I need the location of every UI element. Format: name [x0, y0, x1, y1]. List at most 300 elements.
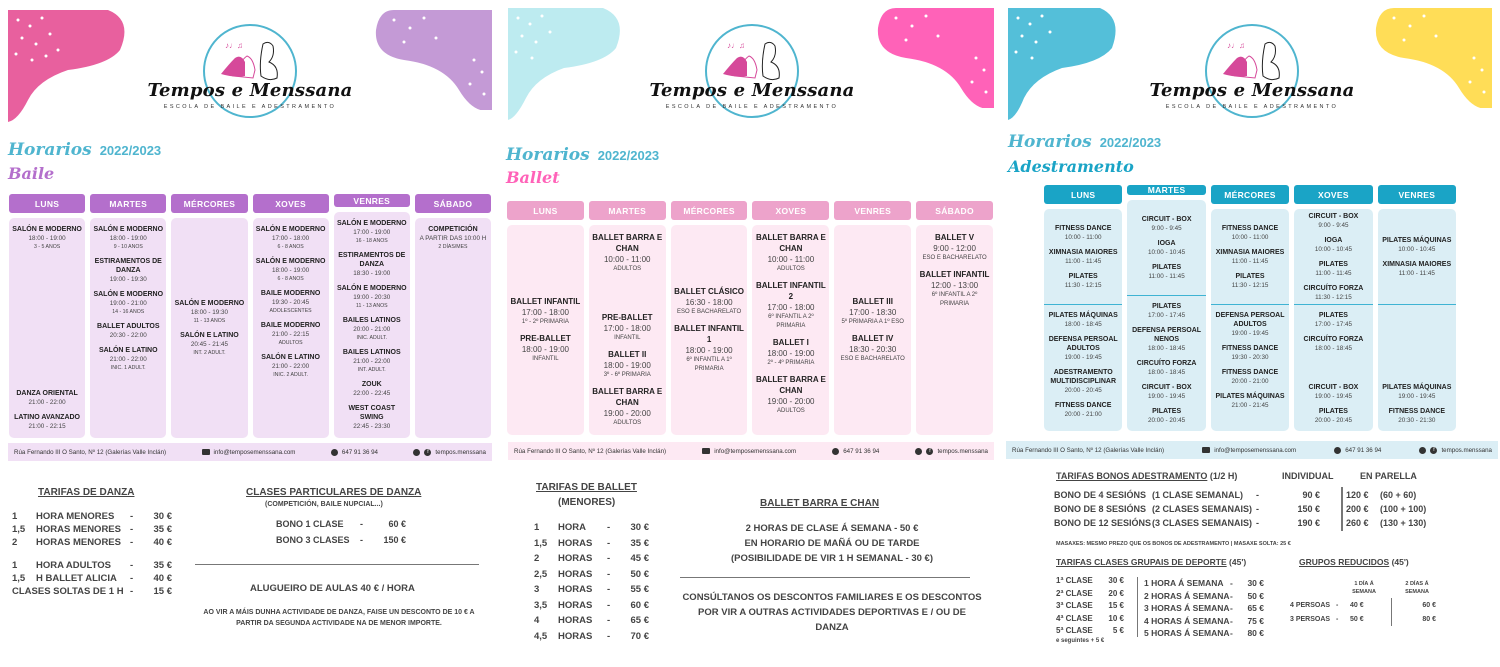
day-header: VENRES: [834, 201, 911, 220]
schedule-subtitle: Baile: [8, 164, 55, 183]
whatsapp-icon: [1334, 447, 1341, 454]
tarifa-label: HORA: [558, 522, 586, 533]
tarifa-row: [534, 582, 649, 598]
class-entry: [1049, 311, 1118, 329]
class-entry: [256, 257, 326, 283]
bono-freq: (3 CLASES SEMANAIS): [1152, 518, 1253, 528]
day-header: MÉRCORES: [171, 194, 247, 213]
bono-par: 200 €: [1346, 504, 1369, 514]
class-time: 10:00 - 11:00: [1064, 233, 1102, 241]
class-time: 18:00 - 18:45: [1314, 345, 1352, 352]
instagram-icon: [915, 448, 922, 455]
tarifa-row: [534, 629, 649, 645]
day-body: [90, 218, 166, 438]
class-entry: [1315, 407, 1352, 425]
class-time: 19:00 - 21:00: [109, 300, 147, 307]
class-audience: INT. 2 ADULT.: [193, 350, 226, 356]
day-column-xoves: [253, 194, 329, 438]
class-name: SALÓN E LATINO: [98, 347, 158, 354]
class-time: 17:00 - 19:00: [353, 229, 391, 236]
whatsapp-icon: [331, 449, 338, 456]
address: Rúa Fernando III O Santo, Nº 12 (Galerías Valle Inclán): [514, 447, 667, 455]
tarifas-danza-list: [12, 510, 172, 598]
barra-line: 2 HORAS DE CLASE Á SEMANA - 50 €: [745, 523, 919, 534]
decor-blob-left: [508, 8, 623, 120]
tarifa-qty: 4: [534, 615, 540, 626]
class-entry: [93, 290, 163, 316]
bono-price: 60 €: [388, 519, 406, 529]
class-name: BALLET CLÁSICO: [674, 287, 744, 296]
day-body: [916, 225, 993, 435]
class-name: SALÓN E LATINO: [261, 354, 320, 361]
class-audience: ADULTOS: [613, 266, 642, 272]
afternoon-section: [1127, 296, 1205, 431]
class-audience: INFANTIL: [614, 335, 641, 341]
class-time: 20:00 - 20:45: [1314, 417, 1352, 424]
day-body: [1127, 200, 1205, 431]
class-audience: 3º - 6º PRIMARIA: [603, 372, 651, 378]
class-time: 19:00 - 19:45: [1231, 330, 1269, 337]
class-time: 17:00 - 18:00: [603, 324, 651, 333]
class-entry: [1049, 248, 1118, 266]
class-entry: [336, 404, 408, 431]
class-name: PILATES: [1068, 272, 1098, 280]
class-name: PILATES MÁQUINAS: [1048, 312, 1118, 319]
dash: -: [607, 553, 611, 564]
afternoon-section: [1294, 305, 1372, 431]
class-time: 19:00 - 19:45: [1064, 354, 1102, 361]
day-column-mércores: [671, 201, 748, 435]
tarifa-qty: 1: [534, 522, 540, 533]
class-time: 18:30 - 20:30: [849, 345, 897, 354]
tarifa-label: H BALLET ALICIA: [36, 573, 117, 584]
class-audience: ESO E BACHARELATO: [922, 255, 987, 261]
clase-price: 20 €: [1108, 588, 1124, 598]
class-name: BALLET BARRA E CHAN: [592, 387, 663, 407]
tarifa-qty: 1,5: [534, 537, 548, 549]
hora-row: [1144, 602, 1264, 615]
dash: -: [130, 586, 134, 597]
col-2-dias: 2 DÍAS Á SEMANA: [1405, 581, 1429, 595]
tarifa-label: HORA MENORES: [36, 511, 115, 522]
class-name: PRE-BALLET: [520, 334, 571, 343]
class-time: 19:00 - 19:45: [1148, 393, 1186, 400]
class-entry: [256, 225, 326, 251]
class-audience: 6 - 8 ANOS: [277, 244, 304, 250]
hora-price: 75 €: [1247, 615, 1264, 626]
class-entry: [1389, 407, 1445, 425]
dash: -: [1256, 518, 1259, 528]
class-name: PILATES: [1318, 260, 1348, 268]
col-individual: INDIVIDUAL: [1282, 471, 1334, 481]
class-name: PILATES: [1152, 408, 1182, 415]
bonos-table: [1054, 488, 1454, 530]
tarifa-row: [534, 613, 649, 629]
class-time: 18:00 - 19:00: [28, 235, 66, 242]
class-name: SALÓN E MODERNO: [255, 258, 326, 265]
class-time: 11:00 - 11:45: [1065, 257, 1102, 265]
class-name: FITNESS DANCE: [1055, 402, 1112, 409]
dash: -: [1230, 615, 1233, 626]
hora-label: 3 HORAS Á SEMANA: [1144, 603, 1230, 613]
clase-row: [1056, 575, 1124, 588]
brand-logo: [632, 24, 872, 124]
day-header: VENRES: [334, 194, 410, 207]
day-column-martes: [90, 194, 166, 438]
class-name: CIRCUIT - BOX: [1308, 212, 1359, 220]
email[interactable]: info@temposemenssana.com: [213, 448, 296, 456]
afternoon-section: [1044, 305, 1122, 431]
class-time: 19:00 - 20:30: [353, 294, 391, 301]
class-name: PILATES MÁQUINAS: [1215, 393, 1285, 400]
contact-footer: [1006, 441, 1498, 459]
particulares-title: CLASES PARTICULARES DE DANZA: [246, 487, 422, 498]
class-name: CIRCUIT - BOX: [1141, 215, 1192, 223]
barra-chan-title: BALLET BARRA E CHAN: [760, 498, 880, 509]
address: Rúa Fernando III O Santo, Nº 12 (Galerías Valle Inclán): [1012, 446, 1165, 454]
ballet-schedule-grid: [507, 201, 993, 435]
brand-name: Tempos e Menssana: [1149, 80, 1355, 101]
reducido-2dias: 80 €: [1422, 616, 1436, 623]
class-name: BALLET INFANTIL 2: [756, 281, 826, 301]
class-audience: 11 - 13 ANOS: [193, 318, 226, 324]
class-time: 18:30 - 19:00: [353, 270, 391, 277]
class-time: 18:00 - 19:00: [767, 349, 815, 358]
adestramento-panel: [1004, 0, 1500, 667]
bono-split: (60 + 60): [1380, 490, 1417, 500]
reducido-row: [1290, 599, 1450, 613]
brand-name: Tempos e Menssana: [649, 80, 855, 101]
class-name: BALLET III: [852, 297, 893, 306]
tarifa-row: [534, 520, 649, 536]
day-column-venres: [834, 201, 911, 435]
phone[interactable]: 647 91 36 94: [1345, 446, 1382, 454]
clase-label: 2ª CLASE: [1056, 588, 1093, 598]
class-name: ESTIRAMENTOS DE DANZA: [338, 252, 406, 268]
class-audience: 9 - 10 ANOS: [113, 244, 143, 250]
class-time: 10:00 - 11:00: [767, 255, 815, 264]
day-body: [171, 218, 247, 438]
bonos-title: TARIFAS BONOS ADESTRAMENTO (1/2 H): [1056, 471, 1238, 481]
baile-schedule-grid: [9, 194, 491, 438]
tarifa-label: CLASES SOLTAS DE 1 H: [12, 586, 124, 597]
class-name: ESTIRAMENTOS DE DANZA: [94, 258, 162, 274]
dash: -: [130, 560, 134, 571]
class-audience: INIC. ADULT.: [356, 335, 387, 341]
bono-row: [1054, 502, 1454, 516]
class-time: 10:00 - 11:00: [603, 255, 651, 264]
class-time: 10:00 - 10:45: [1148, 248, 1186, 256]
bono-row: [1054, 488, 1454, 502]
class-name: SALÓN E MODERNO: [255, 226, 326, 233]
hora-label: 2 HORAS Á SEMANA: [1144, 590, 1230, 601]
class-time: 18:00 - 19:00: [521, 345, 569, 354]
email[interactable]: info@temposemenssana.com: [1214, 446, 1297, 454]
reducidos-title: GRUPOS REDUCIDOS (45'): [1299, 557, 1409, 567]
masaxes-note: MASAXES: MESMO PREZO QUE OS BONOS DE ADESTRAMENTO | MASAXE SOLTA: 25 €: [1056, 541, 1291, 547]
clase-price: 5 €: [1112, 626, 1124, 635]
class-time: 19:30 - 20:30: [1231, 354, 1269, 361]
day-body: [671, 225, 748, 435]
class-name: ZOUK: [361, 381, 382, 388]
bono-ind: 150 €: [1297, 504, 1320, 514]
day-column-martes: [589, 201, 666, 435]
day-body: [1044, 209, 1122, 431]
bono-label: BONO DE 4 SESIÓNS: [1054, 490, 1147, 500]
social-handle[interactable]: tempos.menssana: [937, 447, 988, 455]
class-entry: [1309, 212, 1359, 230]
class-name: DEFENSA PERSOAL NENOS: [1132, 327, 1202, 343]
class-time: 11:00 - 11:45: [1315, 269, 1352, 277]
class-entry: [343, 316, 401, 342]
dash: -: [1256, 490, 1259, 500]
class-name: IOGA: [1324, 236, 1343, 244]
afternoon-section: [1378, 305, 1456, 431]
class-entry: [1222, 368, 1278, 386]
class-entry: [1304, 335, 1364, 353]
contact-footer: [508, 442, 994, 460]
class-entry: [1127, 326, 1205, 353]
hora-price: 50 €: [1247, 590, 1264, 601]
clase-row: [1056, 613, 1124, 626]
brand-name: Tempos e Menssana: [147, 80, 353, 101]
class-audience: 6º INFANTIL A 2º PRIMARIA: [768, 314, 814, 329]
tarifas-danza-title: TARIFAS DE DANZA: [38, 487, 135, 498]
class-audience: 3 - 5 ANOS: [33, 244, 61, 250]
class-name: SALÓN E MODERNO: [336, 220, 407, 227]
class-time: 21:00 - 22:00: [353, 358, 391, 365]
class-entry: [1148, 407, 1185, 425]
schedule-title: Horarios 2022/2023: [1008, 132, 1162, 152]
class-name: BAILES LATINOS: [342, 317, 401, 324]
desconto-text: AO VIR A MÁIS DUNHA ACTIVIDADE DE DANZA, FAISE UN DESCONTO DE 10 € A PARTIR DA SEGUNDA ACTIVIDADE NA DE MENOR IMPORTE.: [203, 609, 475, 627]
tarifa-label: HORAS MENORES: [36, 524, 121, 535]
class-time: 18:00 - 18:45: [1148, 345, 1186, 352]
tarifa-row: [534, 536, 649, 552]
class-name: XIMNASIA MAIORES: [1382, 260, 1452, 268]
class-entry: [93, 225, 163, 251]
class-audience: 14 - 16 ANOS: [112, 309, 145, 315]
class-entry: [336, 251, 408, 278]
dash: -: [607, 522, 611, 533]
grupais-divider: [1137, 577, 1138, 637]
hora-price: 65 €: [1247, 603, 1264, 613]
barra-line: EN HORARIO DE MAÑÁ OU DE TARDE: [744, 538, 920, 549]
class-entry: [353, 380, 390, 398]
morning-section: [1378, 209, 1456, 305]
tarifa-qty: 2,5: [534, 568, 548, 580]
class-time: 10:00 - 10:45: [1314, 245, 1352, 253]
class-time: 17:00 - 17:45: [1148, 312, 1186, 319]
day-column-xoves: [752, 201, 829, 435]
tarifa-row: [12, 536, 172, 549]
tarifa-qty: 3,5: [534, 599, 548, 611]
particulares-bonos: [276, 516, 406, 548]
class-entry: [1382, 236, 1451, 254]
email[interactable]: info@temposemenssana.com: [714, 447, 797, 455]
dash: -: [1230, 590, 1233, 601]
day-header: SÁBADO: [415, 194, 491, 213]
class-entry: [343, 348, 401, 374]
alugueiro-text: ALUGUEIRO DE AULAS 40 € / HORA: [250, 583, 415, 594]
class-entry: [591, 232, 664, 274]
class-time: 20:00 - 21:00: [353, 326, 391, 333]
class-entry: [602, 312, 653, 343]
reducido-1dia: 40 €: [1350, 602, 1364, 609]
class-time: 21:00 - 21:45: [1231, 402, 1269, 409]
class-entry: [1142, 215, 1192, 233]
class-name: CIRCUÍTO FORZA: [1303, 284, 1364, 292]
class-name: PRE-BALLET: [601, 313, 653, 322]
class-name: DEFENSA PERSOAL ADULTOS: [1048, 336, 1118, 352]
brand-tagline: ESCOLA DE BAILE E ADESTRAMENTO: [665, 104, 839, 110]
hora-row: [1144, 615, 1264, 628]
day-header: VENRES: [1378, 185, 1456, 204]
class-entry: [1148, 302, 1185, 320]
bono-row: [276, 532, 406, 548]
brand-tagline: ESCOLA DE BAILE E ADESTRAMENTO: [163, 104, 337, 110]
class-entry: [754, 232, 827, 274]
tarifa-row: [12, 585, 172, 598]
class-entry: [175, 299, 245, 325]
brand-logo: [130, 24, 370, 124]
hora-price: 30 €: [1247, 578, 1264, 588]
phone[interactable]: 647 91 36 94: [341, 448, 379, 456]
bono-label: BONO DE 8 SESIÓNS: [1054, 504, 1147, 514]
class-entry: [337, 219, 407, 245]
class-entry: [16, 389, 77, 407]
class-name: BAILE MODERNO: [260, 290, 321, 297]
class-audience: ESO E BACHARELATO: [840, 356, 905, 362]
class-name: DANZA ORIENTAL: [16, 390, 78, 397]
tarifa-row: [534, 598, 649, 614]
bono-par: 120 €: [1346, 490, 1369, 500]
col-1-dia: 1 DÍA Á SEMANA: [1352, 581, 1376, 595]
tarifa-qty: 1,5: [12, 573, 26, 584]
class-time: 18:00 - 18:45: [1148, 369, 1186, 376]
social-handle[interactable]: tempos.menssana: [1441, 446, 1492, 454]
social-handle[interactable]: tempos.menssana: [435, 448, 486, 456]
morning-section: [1294, 209, 1372, 305]
class-entry: [1315, 311, 1352, 329]
schedule-subtitle: Adestramento: [1008, 157, 1134, 176]
bono-par: 260 €: [1346, 518, 1369, 528]
class-name: BALLET INFANTIL: [919, 270, 990, 279]
facebook-icon: f: [424, 449, 431, 456]
class-time: 20:00 - 21:00: [1064, 411, 1102, 418]
decor-blob-right: [876, 8, 994, 108]
class-time: 17:00 - 18:00: [272, 235, 310, 242]
phone[interactable]: 647 91 36 94: [843, 447, 880, 455]
day-body: [9, 218, 85, 438]
class-time: 22:00 - 22:45: [353, 390, 391, 397]
class-entry: [1216, 248, 1285, 266]
clase-label: 5ª CLASE: [1056, 626, 1093, 635]
tarifa-price: 60 €: [630, 599, 649, 611]
day-body: [1294, 209, 1372, 431]
class-time: A PARTIR DAS 10:00 H: [419, 235, 487, 242]
instagram-icon: [413, 449, 420, 456]
dash: -: [130, 524, 134, 535]
class-audience: 11 - 13 ANOS: [355, 303, 388, 309]
class-name: PILATES: [1152, 263, 1182, 271]
reducido-1dia: 50 €: [1350, 616, 1364, 623]
tarifa-label: HORAS: [558, 615, 593, 626]
bono-ind: 90 €: [1302, 490, 1320, 500]
class-entry: [520, 333, 571, 364]
class-time: 9:00 - 9:45: [1318, 221, 1349, 229]
class-time: 17:00 - 18:00: [767, 303, 815, 312]
class-time: 9:00 - 9:45: [1151, 224, 1182, 232]
bono-freq: (2 CLASES SEMANAIS): [1152, 504, 1253, 514]
decor-blob-left: [1008, 8, 1120, 120]
afternoon-section: [1211, 305, 1289, 431]
tarifa-qty: 2: [534, 553, 540, 564]
class-entry: [841, 333, 905, 364]
class-name: CIRCUÍTO FORZA: [1303, 336, 1364, 343]
class-time: 17:00 - 17:45: [1314, 321, 1352, 328]
dash: -: [1336, 616, 1339, 623]
schedule-title: Horarios 2022/2023: [8, 140, 162, 160]
clase-row: [1056, 600, 1124, 613]
class-name: FITNESS DANCE: [1221, 369, 1279, 376]
class-entry: [1315, 260, 1351, 278]
class-entry: [337, 284, 407, 310]
dash: -: [130, 511, 134, 522]
facebook-icon: f: [926, 448, 933, 455]
day-body: [834, 225, 911, 435]
class-entry: [1065, 272, 1102, 290]
class-entry: [1222, 224, 1278, 242]
day-column-sábado: [916, 201, 993, 435]
day-header: MÉRCORES: [1211, 185, 1289, 204]
day-column-martes: [1127, 185, 1205, 431]
clases-prices: [1056, 575, 1124, 644]
class-name: COMPETICIÓN: [428, 226, 478, 233]
class-time: 18:00 - 19:30: [190, 309, 228, 316]
class-name: WEST COAST SWING: [348, 405, 396, 421]
day-header: MARTES: [90, 194, 166, 213]
baile-panel: [0, 0, 500, 667]
class-entry: [1055, 224, 1111, 242]
class-entry: [97, 322, 159, 340]
day-column-mércores: [171, 194, 247, 438]
class-name: BALLET INFANTIL 1: [674, 324, 744, 344]
tarifa-price: 35 €: [153, 560, 172, 571]
class-name: PILATES: [1318, 408, 1348, 415]
class-audience: 6 - 8 ANOS: [277, 276, 304, 282]
class-name: BAILE MODERNO: [260, 322, 321, 329]
day-body: [1378, 209, 1456, 431]
hora-row: [1144, 577, 1264, 590]
class-entry: [1044, 368, 1122, 395]
tarifa-row: [534, 567, 649, 583]
class-entry: [1149, 263, 1185, 281]
class-name: BALLET I: [772, 338, 809, 347]
dance-shoes-icon: [717, 36, 787, 86]
tarifa-price: 15 €: [153, 586, 172, 597]
day-body: [589, 225, 666, 435]
hora-row: [1144, 590, 1264, 603]
day-column-luns: [9, 194, 85, 438]
schedule-title: Horarios 2022/2023: [506, 145, 660, 165]
class-name: BALLET II: [608, 350, 647, 359]
day-header: XOVES: [1294, 185, 1372, 204]
class-name: SALÓN E MODERNO: [336, 285, 407, 292]
tarifa-row: [534, 551, 649, 567]
class-name: SALÓN E MODERNO: [12, 226, 82, 233]
class-audience: ADULTOS: [278, 340, 303, 346]
